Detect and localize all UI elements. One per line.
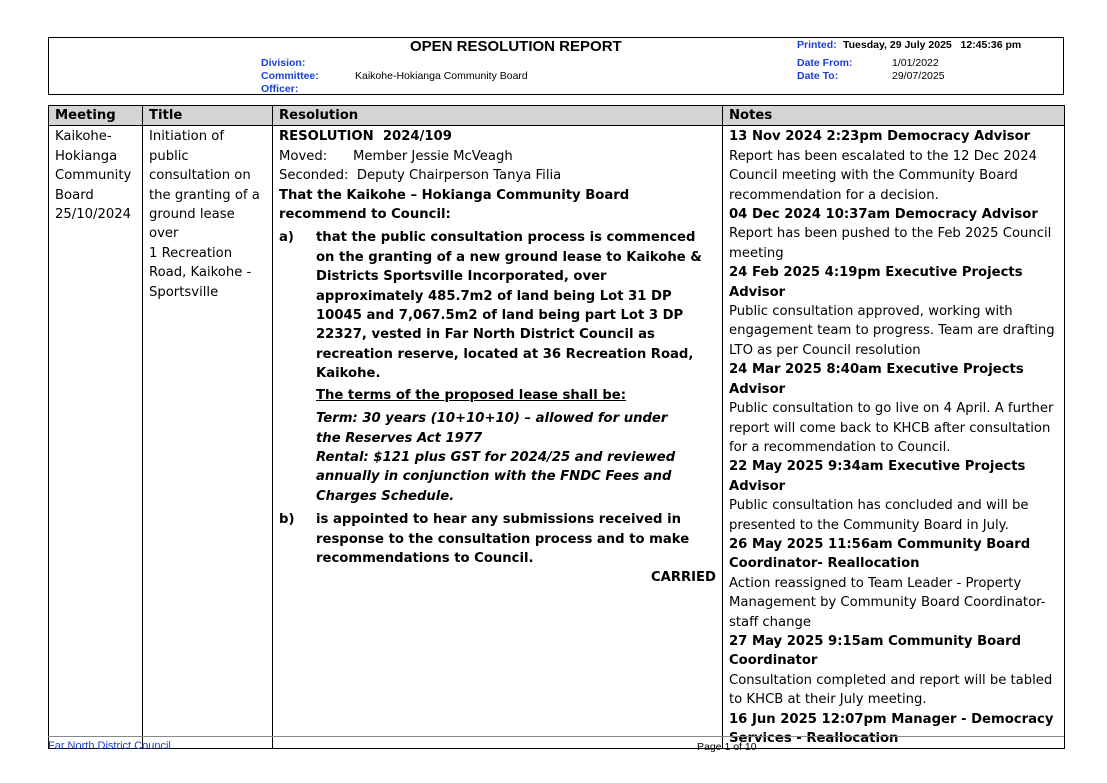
note-entry — [729, 535, 1058, 632]
note-entry — [729, 360, 1058, 457]
item-a-text: that the public consultation process is commenced on the granting of a new ground lease to Kaikohe & Districts Sportsville Incorporated, over approximately 485.7m2 of land being Lot 31 DP 10045 and 7,067.5m2 of land being part Lot 3 DP 22327, vested in Far North District Council as recreation reserve, located at 36 Recreation Road, Kaikohe. — [316, 230, 702, 382]
notes-cell — [723, 126, 1065, 749]
date-to-value: 29/07/2025 — [892, 70, 945, 82]
item-b-text: is appointed to hear any submissions received in response to the consultation process and to make recommendations to Council. — [316, 512, 690, 566]
item-b-label: b) — [279, 512, 295, 528]
note-entry — [729, 632, 1058, 710]
footer-divider — [48, 736, 1064, 737]
note-heading: 04 Dec 2024 10:37am Democracy Advisor — [729, 207, 1038, 223]
meeting-line: Community — [55, 168, 132, 184]
moved-label: Moved: — [279, 148, 328, 164]
note-heading: 24 Mar 2025 8:40am Executive Projects Advisor — [729, 362, 1024, 397]
col-header-title: Title — [143, 106, 273, 126]
note-text: Public consultation approved, working with engagement team to progress. Team are drafting LTO as per Council resolution — [729, 304, 1055, 358]
seconded-label: Seconded: — [279, 168, 349, 184]
note-heading: 27 May 2025 9:15am Community Board Coordinator — [729, 633, 1022, 669]
officer-label: Officer: — [261, 83, 299, 95]
note-entry — [729, 457, 1058, 535]
date-from-value: 1/01/2022 — [892, 57, 939, 69]
footer-org: Far North District Council — [48, 740, 171, 752]
meeting-line: Hokianga — [55, 148, 118, 164]
committee-label: Committee: — [261, 70, 319, 82]
note-heading: 24 Feb 2025 4:19pm Executive Projects Advisor — [729, 265, 1023, 300]
note-text: Consultation completed and report will be tabled to KHCB at their July meeting. — [729, 672, 1053, 708]
printed-label: Printed: — [797, 39, 837, 51]
title-cell — [143, 126, 273, 749]
resolution-number: RESOLUTION 2024/109 — [279, 129, 452, 145]
title-line: Road, Kaikohe - — [149, 265, 252, 281]
resolution-item-a — [279, 228, 716, 383]
note-text: Public consultation to go live on 4 April. A further report will come back to KHCB after consultation for a recommendation to Council. — [729, 401, 1054, 455]
term-text: Term: 30 years (10+10+10) – allowed for under the Reserves Act 1977 — [316, 411, 668, 446]
terms-heading: The terms of the proposed lease shall be: — [316, 387, 626, 403]
title-line: the granting of a — [149, 187, 260, 203]
moved-value: Member Jessie McVeagh — [353, 148, 513, 164]
resolution-table — [48, 105, 1065, 749]
rental-text: Rental: $121 plus GST for 2024/25 and reviewed annually in conjunction with the FNDC Fees and Charges Schedule. — [316, 449, 676, 504]
col-header-resolution: Resolution — [273, 106, 723, 126]
resolution-item-b — [279, 510, 716, 568]
table-row — [49, 126, 1065, 749]
lease-terms — [316, 386, 716, 506]
meeting-line: Kaikohe- — [55, 129, 112, 145]
note-heading: 22 May 2025 9:34am Executive Projects Advisor — [729, 459, 1026, 494]
title-line: Initiation of public — [149, 129, 224, 164]
note-entry — [729, 127, 1058, 205]
note-text: Public consultation has concluded and will be presented to the Community Board in July. — [729, 498, 1029, 533]
page-number: Page 1 of 10 — [697, 741, 757, 753]
col-header-meeting: Meeting — [49, 106, 143, 126]
moved-line — [279, 147, 716, 166]
note-entry — [729, 263, 1058, 360]
seconded-line — [279, 166, 716, 185]
title-line: 1 Recreation — [149, 245, 233, 261]
resolution-status: CARRIED — [650, 570, 716, 586]
committee-value: Kaikohe-Hokianga Community Board — [355, 70, 528, 82]
date-from-label: Date From: — [797, 57, 853, 69]
table-header-row — [49, 106, 1065, 126]
note-text: Report has been pushed to the Feb 2025 Council meeting — [729, 226, 1052, 261]
note-heading: 26 May 2025 11:56am Community Board Coordinator- Reallocation — [729, 536, 1031, 572]
meeting-cell — [49, 126, 143, 749]
note-entry — [729, 710, 1058, 749]
col-header-notes: Notes — [723, 106, 1065, 126]
note-text: Report has been escalated to the 12 Dec 2024 Council meeting with the Community Board recommendation for a decision. — [729, 148, 1037, 203]
title-line: ground lease over — [149, 207, 235, 242]
note-heading: 16 Jun 2025 12:07pm Manager - Democracy Services - Reallocation — [729, 711, 1054, 746]
resolution-cell — [273, 126, 723, 749]
title-line: consultation on — [149, 168, 251, 184]
item-a-label: a) — [279, 230, 294, 246]
seconded-value: Deputy Chairperson Tanya Filia — [356, 168, 562, 184]
date-to-label: Date To: — [797, 70, 839, 82]
meeting-date: 25/10/2024 — [55, 207, 132, 223]
note-heading: 13 Nov 2024 2:23pm Democracy Advisor — [729, 129, 1031, 145]
meeting-line: Board — [55, 187, 94, 203]
note-entry — [729, 205, 1058, 263]
title-line: Sportsville — [149, 284, 219, 300]
note-text: Action reassigned to Team Leader - Property Management by Community Board Coordinator- staff change — [729, 575, 1046, 630]
report-title: OPEN RESOLUTION REPORT — [410, 38, 622, 55]
division-label: Division: — [261, 57, 306, 69]
resolution-intro: That the Kaikohe – Hokianga Community Board recommend to Council: — [279, 187, 630, 223]
printed-value: Tuesday, 29 July 2025 12:45:36 pm — [843, 39, 1022, 51]
